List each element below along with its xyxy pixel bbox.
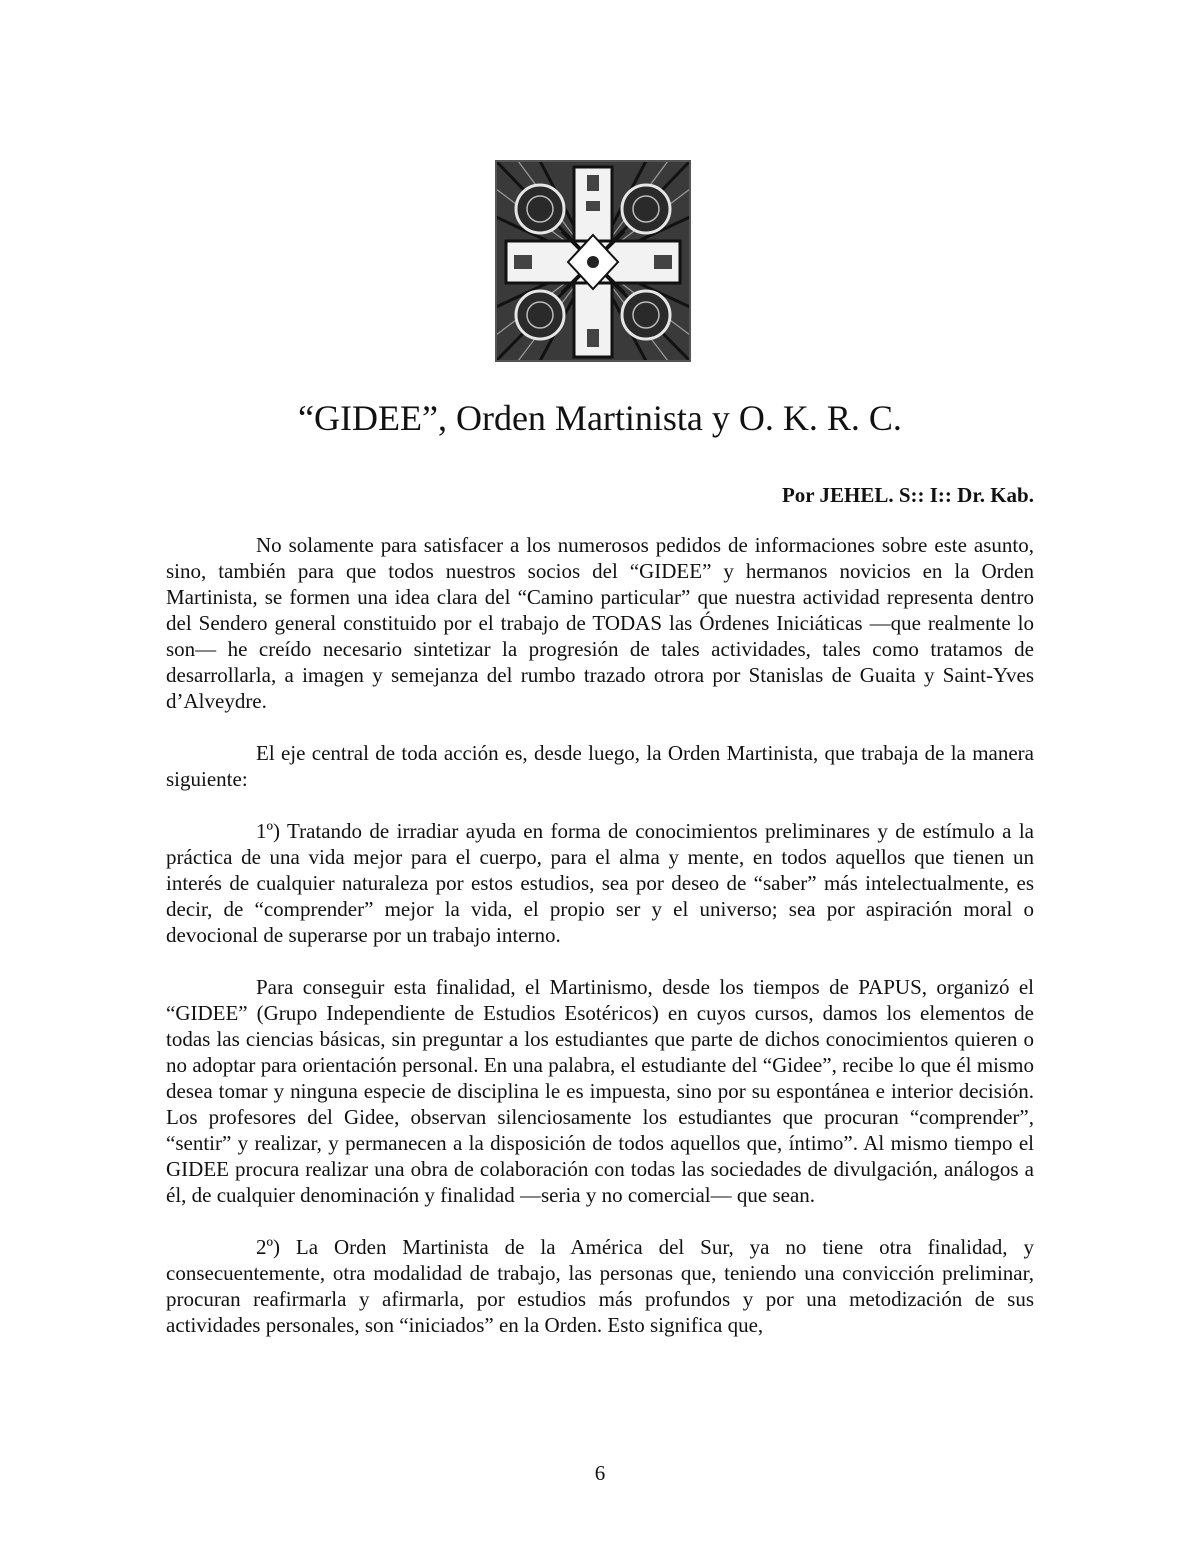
document-body [166, 532, 1034, 1364]
paragraph: 2º) La Orden Martinista de la América del Sur, ya no tiene otra finalidad, y consecuentemente, otra modalidad de trabajo, las personas que, teniendo una convicción preliminar, procuran reafirmarla y afirmarla, por estudios más profundos y por una metodización de sus actividades personales, son “iniciados” en la Orden. Esto significa que, [166, 1235, 1034, 1337]
paragraph: El eje central de toda acción es, desde luego, la Orden Martinista, que trabaja de la manera siguiente: [166, 741, 1034, 791]
page-number: 6 [594, 1461, 606, 1485]
paragraph: No solamente para satisfacer a los numerosos pedidos de informaciones sobre este asunto, sino, también para que todos nuestros socios del “GIDEE” y hermanos novicios en la Orden Martinista, se formen una idea clara del “Camino particular” que nuestra actividad representa dentro del Sendero general constituido por el trabajo de TODAS las Órdenes Iniciáticas —que realmente lo son— he creído necesario sintetizar la progresión de tales actividades, tales como tratamos de desarrollarla, a imagen y semejanza del rumbo trazado otrora por Stanislas de Guaita y Saint-Yves d’Alveydre. [166, 533, 1034, 713]
martinist-cross-emblem-icon [490, 157, 696, 367]
document-title: “GIDEE”, Orden Martinista y O. K. R. C. [298, 398, 902, 438]
paragraph: 1º) Tratando de irradiar ayuda en forma de conocimientos preliminares y de estímulo a la práctica de una vida mejor para el cuerpo, para el alma y mente, en todos aquellos que tienen un interés de cualquier naturaleza por estos estudios, sea por deseo de “saber” más intelectualmente, es decir, de “comprender” mejor la vida, el propio ser y el universo; sea por aspiración moral o devocional de superarse por un trabajo interno. [166, 819, 1034, 947]
author-line: Por JEHEL. S:: I:: Dr. Kab. [781, 483, 1034, 507]
paragraph: Para conseguir esta finalidad, el Martinismo, desde los tiempos de PAPUS, organizó el “GIDEE” (Grupo Independiente de Estudios Esotéricos) en cuyos cursos, damos los elementos de todas las ciencias básicas, sin preguntar a los estudiantes que parte de dichos conocimientos quieren o no adoptar para orientación personal. En una palabra, el estudiante del “Gidee”, recibe lo que él mismo desea tomar y ninguna especie de disciplina le es impuesta, sino por su espontánea e interior decisión. Los profesores del Gidee, observan silenciosamente los estudiantes que procuran “comprender”, “sentir” y realizar, y permanecen a la disposición de todos aquellos que, íntimo”. Al mismo tiempo el GIDEE procura realizar una obra de colaboración con todas las sociedades de divulgación, análogos a él, de cualquier denominación y finalidad —seria y no comercial— que sean. [166, 975, 1034, 1207]
